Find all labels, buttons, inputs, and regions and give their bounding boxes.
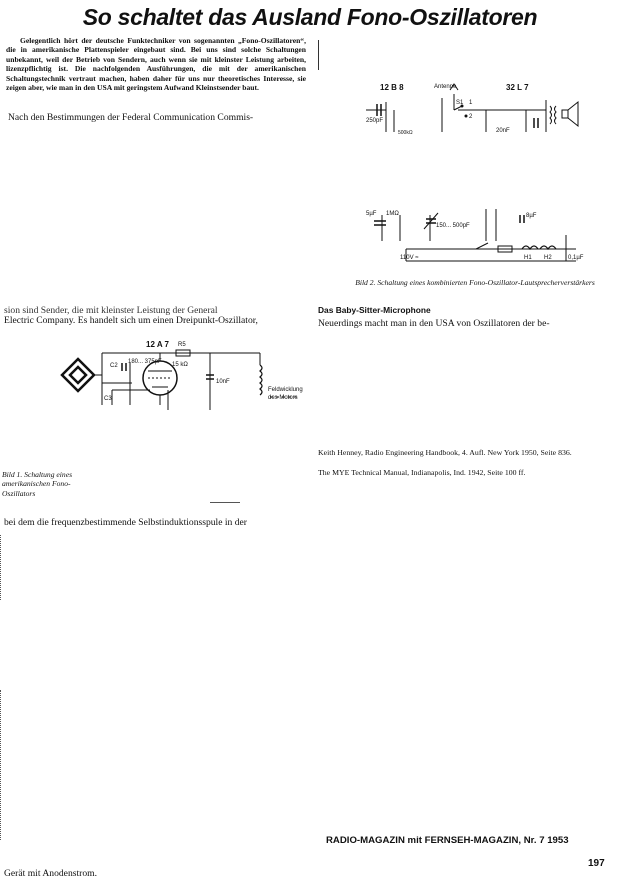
c5-label: 8µF bbox=[526, 213, 537, 219]
r5-label: R5 bbox=[178, 342, 186, 348]
coil-symbol bbox=[62, 359, 94, 391]
switch-pos-1: 1 bbox=[469, 100, 473, 106]
tube-label: 12 A 7 bbox=[146, 340, 169, 349]
body-line-3: Electric Company. Es handelt sich um einen Dreipunkt-Oszillator, bbox=[4, 315, 258, 326]
r2-label: 1MΩ bbox=[386, 211, 399, 217]
reference-2: The MYE Technical Manual, Indianapolis, Ind. 1942, Seite 100 ff. bbox=[318, 468, 526, 477]
fig2-schematic-bottom bbox=[366, 205, 586, 270]
fig2-schematic-top bbox=[366, 80, 582, 135]
c4-label: 150... 500pF bbox=[436, 223, 470, 229]
section-first-line: Neuerdings macht man in den USA von Oszillatoren der be- bbox=[318, 318, 550, 329]
c-value: 10nF bbox=[216, 379, 230, 385]
page-title: So schaltet das Ausland Fono-Oszillatoren bbox=[82, 4, 538, 30]
c6-label: 0,1µF bbox=[568, 255, 584, 261]
c2-label: C2 bbox=[110, 363, 118, 369]
c3-label: C3 bbox=[104, 396, 112, 402]
tube1-label: 12 B 8 bbox=[380, 83, 404, 92]
body-line-1: Nach den Bestimmungen der Federal Communication Commis- bbox=[8, 112, 254, 123]
antenna-label: Antenne bbox=[434, 84, 457, 90]
fig2-caption: Bild 2. Schaltung eines kombinierten Fono-Oszillator-Lautsprecherverstärkers bbox=[355, 278, 595, 287]
field-winding bbox=[260, 365, 262, 395]
tube2-label: 32 L 7 bbox=[506, 83, 529, 92]
intro-paragraph: Gelegentlich hört der deutsche Funktechniker von sogenannten „Fono-Oszillatoren“, die in amerikanische Plattenspieler eingebaut sind. Bei uns sind solche Schaltungen unbekannt, weil der Betrieb von Sendern, auch wenn sie mit kleinster Leistung arbeiten, lizenzpflichtig ist. Die nachfolgenden Ausführungen, die mit der amerikanischen Schaltungstechnik vertraut machen, haben daher für uns nur theoretisches Interesse, sie zeigen aber, wie man in den USA mit geringstem Aufwand Kleinstsender baut. bbox=[6, 36, 306, 93]
coil-label: Feldwicklung bbox=[268, 387, 303, 393]
mains-label: 110V ≈ bbox=[400, 255, 419, 261]
h2-label: H2 bbox=[544, 255, 552, 261]
body-line-4: bei dem die frequenzbestimmende Selbstinduktionsspule in der bbox=[4, 517, 247, 528]
body-last-line: Gerät mit Anodenstrom. bbox=[4, 868, 97, 879]
speaker-icon bbox=[562, 110, 568, 118]
fig1-schematic bbox=[60, 335, 303, 410]
column-rule bbox=[318, 40, 319, 70]
r1-label: 500kΩ bbox=[398, 130, 413, 136]
separator bbox=[210, 502, 240, 503]
switch-pos-2: 2 bbox=[469, 114, 473, 120]
fig1-caption: Bild 1. Schaltung eines amerikanischen Fono-Oszillators bbox=[2, 470, 73, 498]
body-line-2-cut: sion sind Sender, die mit kleinster Leistung der General bbox=[4, 305, 218, 316]
margin-trace bbox=[0, 535, 4, 600]
c1-label: 250pF bbox=[366, 118, 384, 124]
margin-trace bbox=[0, 690, 4, 840]
reference-1: Keith Henney, Radio Engineering Handbook, 4. Aufl. New York 1950, Seite 836. bbox=[318, 448, 572, 457]
r5-value: 15 kΩ bbox=[172, 362, 188, 368]
coil-label-2: des Motors bbox=[268, 395, 298, 401]
c2-value: 180... 375pF bbox=[128, 359, 162, 365]
h1-label: H1 bbox=[524, 255, 532, 261]
c3-label: 5µF bbox=[366, 211, 377, 217]
c2-label: 20nF bbox=[496, 128, 510, 134]
switch-label: S1 bbox=[456, 100, 464, 106]
page-number: 197 bbox=[588, 858, 605, 869]
footer-journal: RADIO-MAGAZIN mit FERNSEH-MAGAZIN, Nr. 7 1953 bbox=[326, 835, 569, 846]
section-heading: Das Baby-Sitter-Microphone bbox=[318, 305, 431, 315]
